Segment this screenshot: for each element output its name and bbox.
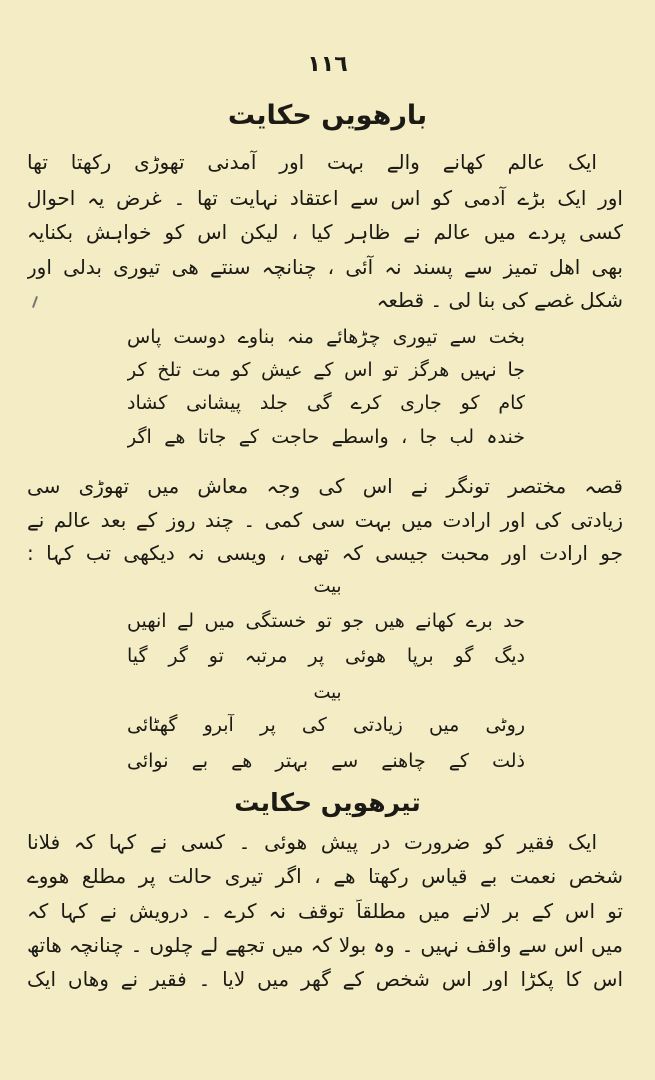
text-line: بھی اھل تمیز سے پسند نہ آئی ، چنانچہ سنتے ھی تیوری بدلی اور bbox=[27, 255, 623, 279]
story-13-heading: تیرھویں حکایت bbox=[234, 788, 421, 817]
text-line: اور ایک بڑے آدمی کو اس سے اعتقاد نہایت تھا ۔ غرض یہ احوال bbox=[27, 186, 623, 210]
text-line: کسی پردے میں عالم نے ظاہر کیا ، لیکن اس کو خواہش بکنایہ bbox=[27, 220, 623, 244]
verse-line: روٹی میں زیادتی کی پر آبرو گھٹائی bbox=[127, 714, 525, 736]
verse-line: ذلت کے چاھنے سے بہتر ھے بے نوائی bbox=[127, 750, 525, 772]
verse-line: بخت سے تیوری چڑھائے منہ بناوے دوست پاس bbox=[127, 326, 525, 348]
text-line: ایک فقیر کو ضرورت در پیش ھوئی ۔ کسی نے کہا کہ فلانا bbox=[27, 830, 597, 854]
text-line: قصہ مختصر تونگر نے اس کی وجہ معاش میں تھوڑی سی bbox=[27, 474, 623, 498]
verse-line: کام کو جاری کرے گی جلد پیشانی کشاد bbox=[127, 392, 525, 414]
text-line: ایک عالم کھانے والے بہت اور آمدنی تھوڑی رکھتا تھا bbox=[27, 150, 597, 174]
text-line: تو اس کے بر لانے میں مطلقاً توقف نہ کرے ۔ درویش نے کہا کہ bbox=[27, 899, 623, 923]
verse-line: حد برے کھانے ھیں جو تو خستگی میں لے انھیں bbox=[127, 610, 525, 632]
bait-label: بیت bbox=[313, 576, 342, 597]
bait-label: بیت bbox=[313, 682, 342, 703]
text-line: زیادتی کی اور ارادت میں بہت سی کمی ۔ چند روز کے بعد عالم نے bbox=[27, 508, 623, 532]
text-line: میں اس سے واقف نہیں ۔ وہ بولا کہ میں تجھے لے چلوں ۔ چنانچہ ھاتھ bbox=[27, 933, 623, 957]
story-12-heading: بارھویں حکایت bbox=[227, 100, 428, 131]
text-line: شخص نعمت بے قیاس رکھتا ھے ، اگر تیری حالت پر مطلع ھووے bbox=[27, 864, 623, 888]
page-number: ١١٦ bbox=[307, 52, 348, 77]
verse-line: جا نہیں ھرگز تو اس کے عیش کو مت تلخ کر bbox=[127, 359, 525, 381]
text-line: جو ارادت اور محبت جیسی کہ تھی ، ویسی نہ دیکھی تب کہا : bbox=[27, 541, 623, 565]
text-line: شکل غصے کی بنا لی ۔ قطعہ bbox=[376, 288, 623, 312]
verse-line: دیگ گو برپا ھوئی پر مرتبہ تو گر گیا bbox=[127, 645, 525, 667]
text-line: اس کا پکڑا اور اس شخص کے گھر میں لایا ۔ فقیر نے وھاں ایک bbox=[27, 967, 623, 991]
verse-line: خندہ لب جا ، واسطے حاجت کے جاتا ھے اگر bbox=[127, 426, 525, 448]
